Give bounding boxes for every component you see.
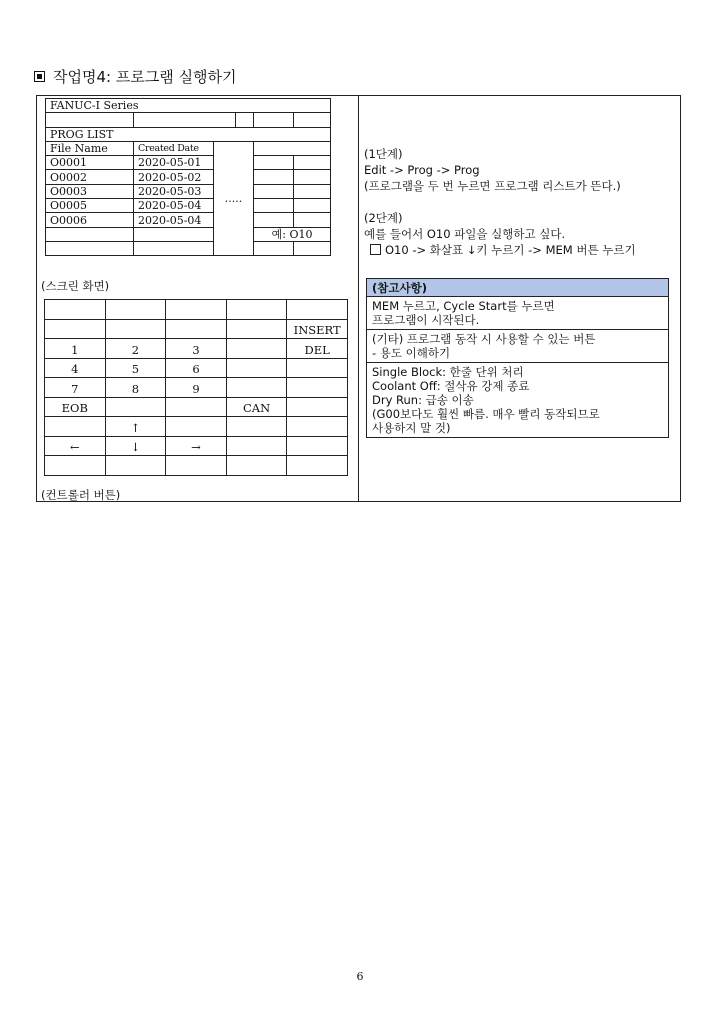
col-created-date: Created Date xyxy=(134,141,214,155)
screen-cell xyxy=(254,141,331,155)
date-cell: 2020-05-04 xyxy=(134,213,214,227)
screen-cell xyxy=(294,199,331,213)
task-title xyxy=(34,66,237,87)
file-name-cell[interactable]: O0006 xyxy=(46,213,134,227)
ctrl-key[interactable] xyxy=(287,300,348,320)
key-4[interactable]: 4 xyxy=(45,358,106,378)
del-key[interactable]: DEL xyxy=(287,339,348,359)
key-6[interactable]: 6 xyxy=(166,358,227,378)
key-2[interactable]: 2 xyxy=(105,339,166,359)
screen-header: FANUC-I Series xyxy=(46,99,331,113)
file-name-cell[interactable]: O0005 xyxy=(46,199,134,213)
screen-cell xyxy=(254,113,294,127)
mem-line2: 프로그램이 시작된다. xyxy=(372,313,480,327)
ctrl-key[interactable] xyxy=(287,378,348,398)
screen-cell xyxy=(134,113,236,127)
reference-header: (참고사항) xyxy=(367,279,668,297)
key-9[interactable]: 9 xyxy=(166,378,227,398)
ellipsis: ..... xyxy=(214,141,254,255)
key-5[interactable]: 5 xyxy=(105,358,166,378)
square-bullet-icon xyxy=(34,71,45,82)
ctrl-key[interactable] xyxy=(226,339,287,359)
note-line2: 사용하지 말 것) xyxy=(372,421,451,435)
coolant-off: Coolant Off: 절삭유 강제 종료 xyxy=(372,379,530,393)
reference-buttons xyxy=(367,363,668,437)
ctrl-key[interactable] xyxy=(226,358,287,378)
ctrl-key[interactable] xyxy=(166,397,227,417)
ctrl-key[interactable] xyxy=(226,378,287,398)
ctrl-key[interactable] xyxy=(166,456,227,476)
date-cell: 2020-05-04 xyxy=(134,199,214,213)
screen-caption: (스크린 화면) xyxy=(41,279,110,293)
screen-cell xyxy=(254,199,294,213)
screen-cell xyxy=(236,113,254,127)
col-file-name: File Name xyxy=(46,141,134,155)
checkbox-icon xyxy=(370,244,381,255)
etc-line2: - 용도 이해하기 xyxy=(372,346,451,360)
column-divider xyxy=(358,95,359,502)
screen-cell xyxy=(46,227,134,241)
steps-text xyxy=(364,146,636,258)
screen-cell xyxy=(46,113,134,127)
screen-table xyxy=(45,98,331,256)
ctrl-key[interactable] xyxy=(166,319,227,339)
ctrl-key[interactable] xyxy=(45,300,106,320)
step1-label: (1단계) xyxy=(364,147,403,161)
etc-line1: (기타) 프로그램 동작 시 사용할 수 있는 버튼 xyxy=(372,332,596,346)
prog-list-label: PROG LIST xyxy=(46,127,331,141)
screen-cell xyxy=(254,170,294,184)
step2-label: (2단계) xyxy=(364,211,403,225)
date-cell: 2020-05-01 xyxy=(134,156,214,170)
screen-cell xyxy=(254,241,294,255)
can-key[interactable]: CAN xyxy=(226,397,287,417)
ctrl-key[interactable] xyxy=(105,319,166,339)
arrow-left-key[interactable]: ← xyxy=(45,436,106,456)
screen-cell xyxy=(294,241,331,255)
ctrl-key[interactable] xyxy=(226,436,287,456)
ctrl-key[interactable] xyxy=(287,436,348,456)
arrow-right-key[interactable]: → xyxy=(166,436,227,456)
ctrl-key[interactable] xyxy=(287,417,348,437)
controller-table xyxy=(44,299,348,476)
screen-cell xyxy=(134,241,214,255)
dry-run: Dry Run: 급송 이송 xyxy=(372,393,474,407)
reference-mem xyxy=(367,297,668,330)
date-cell: 2020-05-02 xyxy=(134,170,214,184)
ctrl-key[interactable] xyxy=(287,397,348,417)
ctrl-key[interactable] xyxy=(105,397,166,417)
eob-key[interactable]: EOB xyxy=(45,397,106,417)
ctrl-key[interactable] xyxy=(105,300,166,320)
ctrl-key[interactable] xyxy=(166,300,227,320)
controller-caption: (컨트롤러 버튼) xyxy=(41,488,121,502)
arrow-down-key[interactable]: ↓ xyxy=(105,436,166,456)
single-block: Single Block: 한줄 단위 처리 xyxy=(372,365,524,379)
ctrl-key[interactable] xyxy=(226,456,287,476)
ctrl-key[interactable] xyxy=(226,319,287,339)
note-line1: (G00보다도 훨씬 빠름. 매우 빨리 동작되므로 xyxy=(372,407,600,421)
ctrl-key[interactable] xyxy=(45,417,106,437)
key-1[interactable]: 1 xyxy=(45,339,106,359)
step2-line2-row xyxy=(364,242,636,258)
screen-cell xyxy=(294,170,331,184)
arrow-up-key[interactable]: ↑ xyxy=(105,417,166,437)
example-label: 예: O10 xyxy=(254,227,331,241)
screen-cell xyxy=(254,213,294,227)
file-name-cell[interactable]: O0003 xyxy=(46,184,134,198)
key-8[interactable]: 8 xyxy=(105,378,166,398)
screen-cell xyxy=(294,213,331,227)
ctrl-key[interactable] xyxy=(287,358,348,378)
step2-line1: 예를 들어서 O10 파일을 실행하고 싶다. xyxy=(364,227,566,241)
screen-cell xyxy=(134,227,214,241)
ctrl-key[interactable] xyxy=(45,456,106,476)
file-name-cell[interactable]: O0001 xyxy=(46,156,134,170)
screen-cell xyxy=(46,241,134,255)
ctrl-key[interactable] xyxy=(287,456,348,476)
screen-cell xyxy=(254,156,294,170)
step2-line2: O10 -> 화살표 ↓키 누르기 -> MEM 버튼 누르기 xyxy=(385,243,636,257)
ctrl-key[interactable] xyxy=(45,319,106,339)
reference-box xyxy=(366,278,669,438)
key-3[interactable]: 3 xyxy=(166,339,227,359)
page-number: 6 xyxy=(356,970,364,983)
task-title-text: 작업명4: 프로그램 실행하기 xyxy=(53,68,237,86)
screen-cell xyxy=(294,184,331,198)
screen-cell xyxy=(254,184,294,198)
screen-cell xyxy=(294,113,331,127)
key-7[interactable]: 7 xyxy=(45,378,106,398)
reference-etc xyxy=(367,330,668,363)
ctrl-key[interactable] xyxy=(105,456,166,476)
mem-line1: MEM 누르고, Cycle Start를 누르면 xyxy=(372,299,555,313)
ctrl-key[interactable] xyxy=(166,417,227,437)
insert-key[interactable]: INSERT xyxy=(287,319,348,339)
screen-cell xyxy=(294,156,331,170)
step1-line1: Edit -> Prog -> Prog xyxy=(364,163,480,177)
step1-line2: (프로그램을 두 번 누르면 프로그램 리스트가 뜬다.) xyxy=(364,179,621,193)
ctrl-key[interactable] xyxy=(226,417,287,437)
file-name-cell[interactable]: O0002 xyxy=(46,170,134,184)
date-cell: 2020-05-03 xyxy=(134,184,214,198)
ctrl-key[interactable] xyxy=(226,300,287,320)
